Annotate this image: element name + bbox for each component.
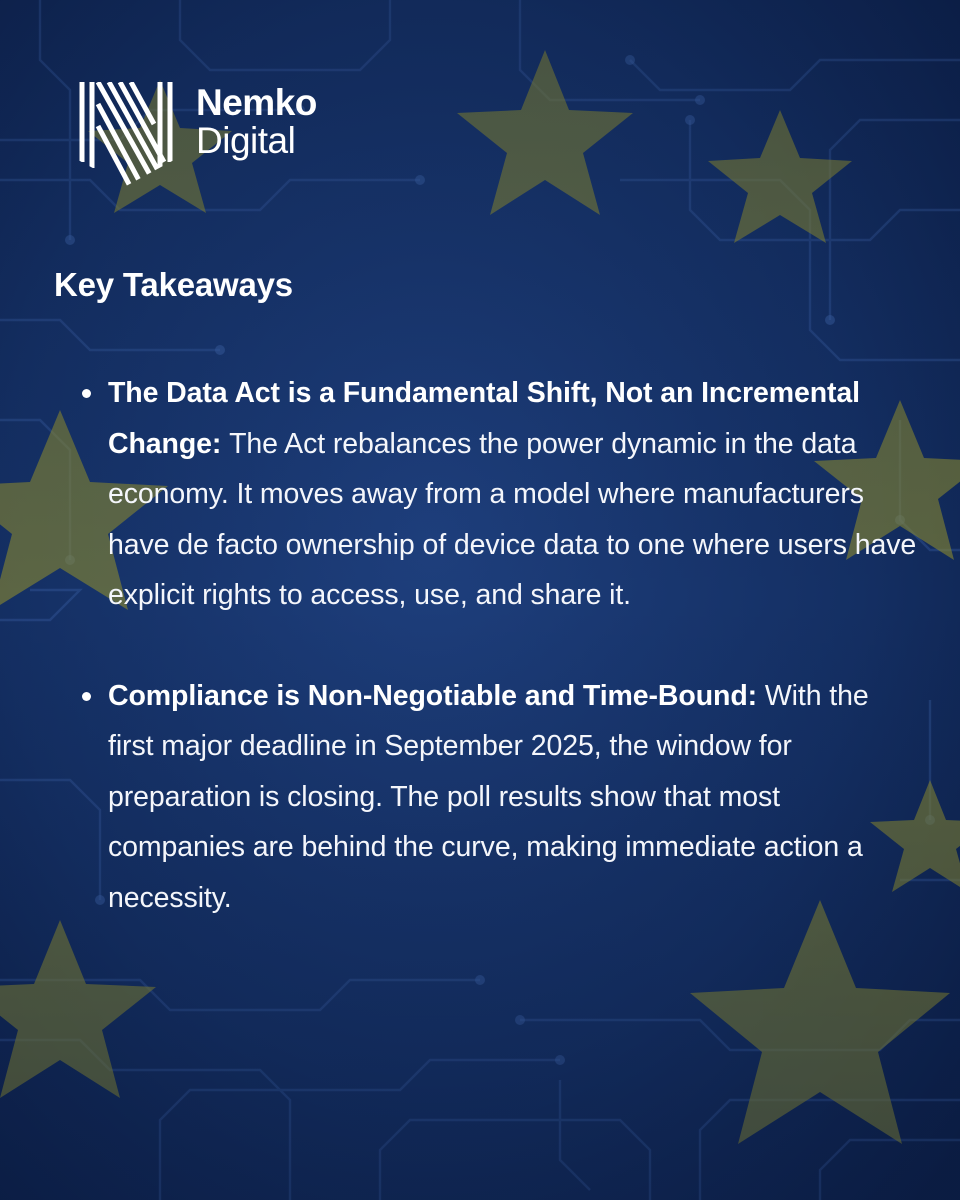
takeaway-title: The Data Act is a Fundamental Shift, Not an Incremental Change:	[108, 377, 860, 460]
bullet-dot-icon	[82, 389, 91, 398]
bullet-dot-icon	[82, 692, 91, 701]
brand-logo	[78, 82, 317, 186]
takeaway-item	[78, 671, 920, 924]
takeaways-list	[78, 368, 920, 923]
takeaway-title: Compliance is Non-Negotiable and Time-Bound:	[108, 679, 765, 712]
brand-name-line2: Digital	[196, 120, 296, 161]
takeaway-text: The Act rebalances the power dynamic in the data economy. It moves away from a model where manufacturers have de facto ownership of device data to one where users have explicit rights to access, use, and share it.	[108, 427, 917, 611]
takeaway-item	[78, 368, 920, 621]
takeaway-text: With the first major deadline in September 2025, the window for preparation is closing. The poll results show that most companies are behind the curve, making immediate action a necessity.	[108, 679, 869, 914]
brand-name-line1: Nemko	[196, 82, 317, 123]
page-title: Key Takeaways	[54, 266, 293, 303]
brand-wordmark	[196, 82, 317, 159]
nemko-logo-icon	[78, 82, 174, 186]
